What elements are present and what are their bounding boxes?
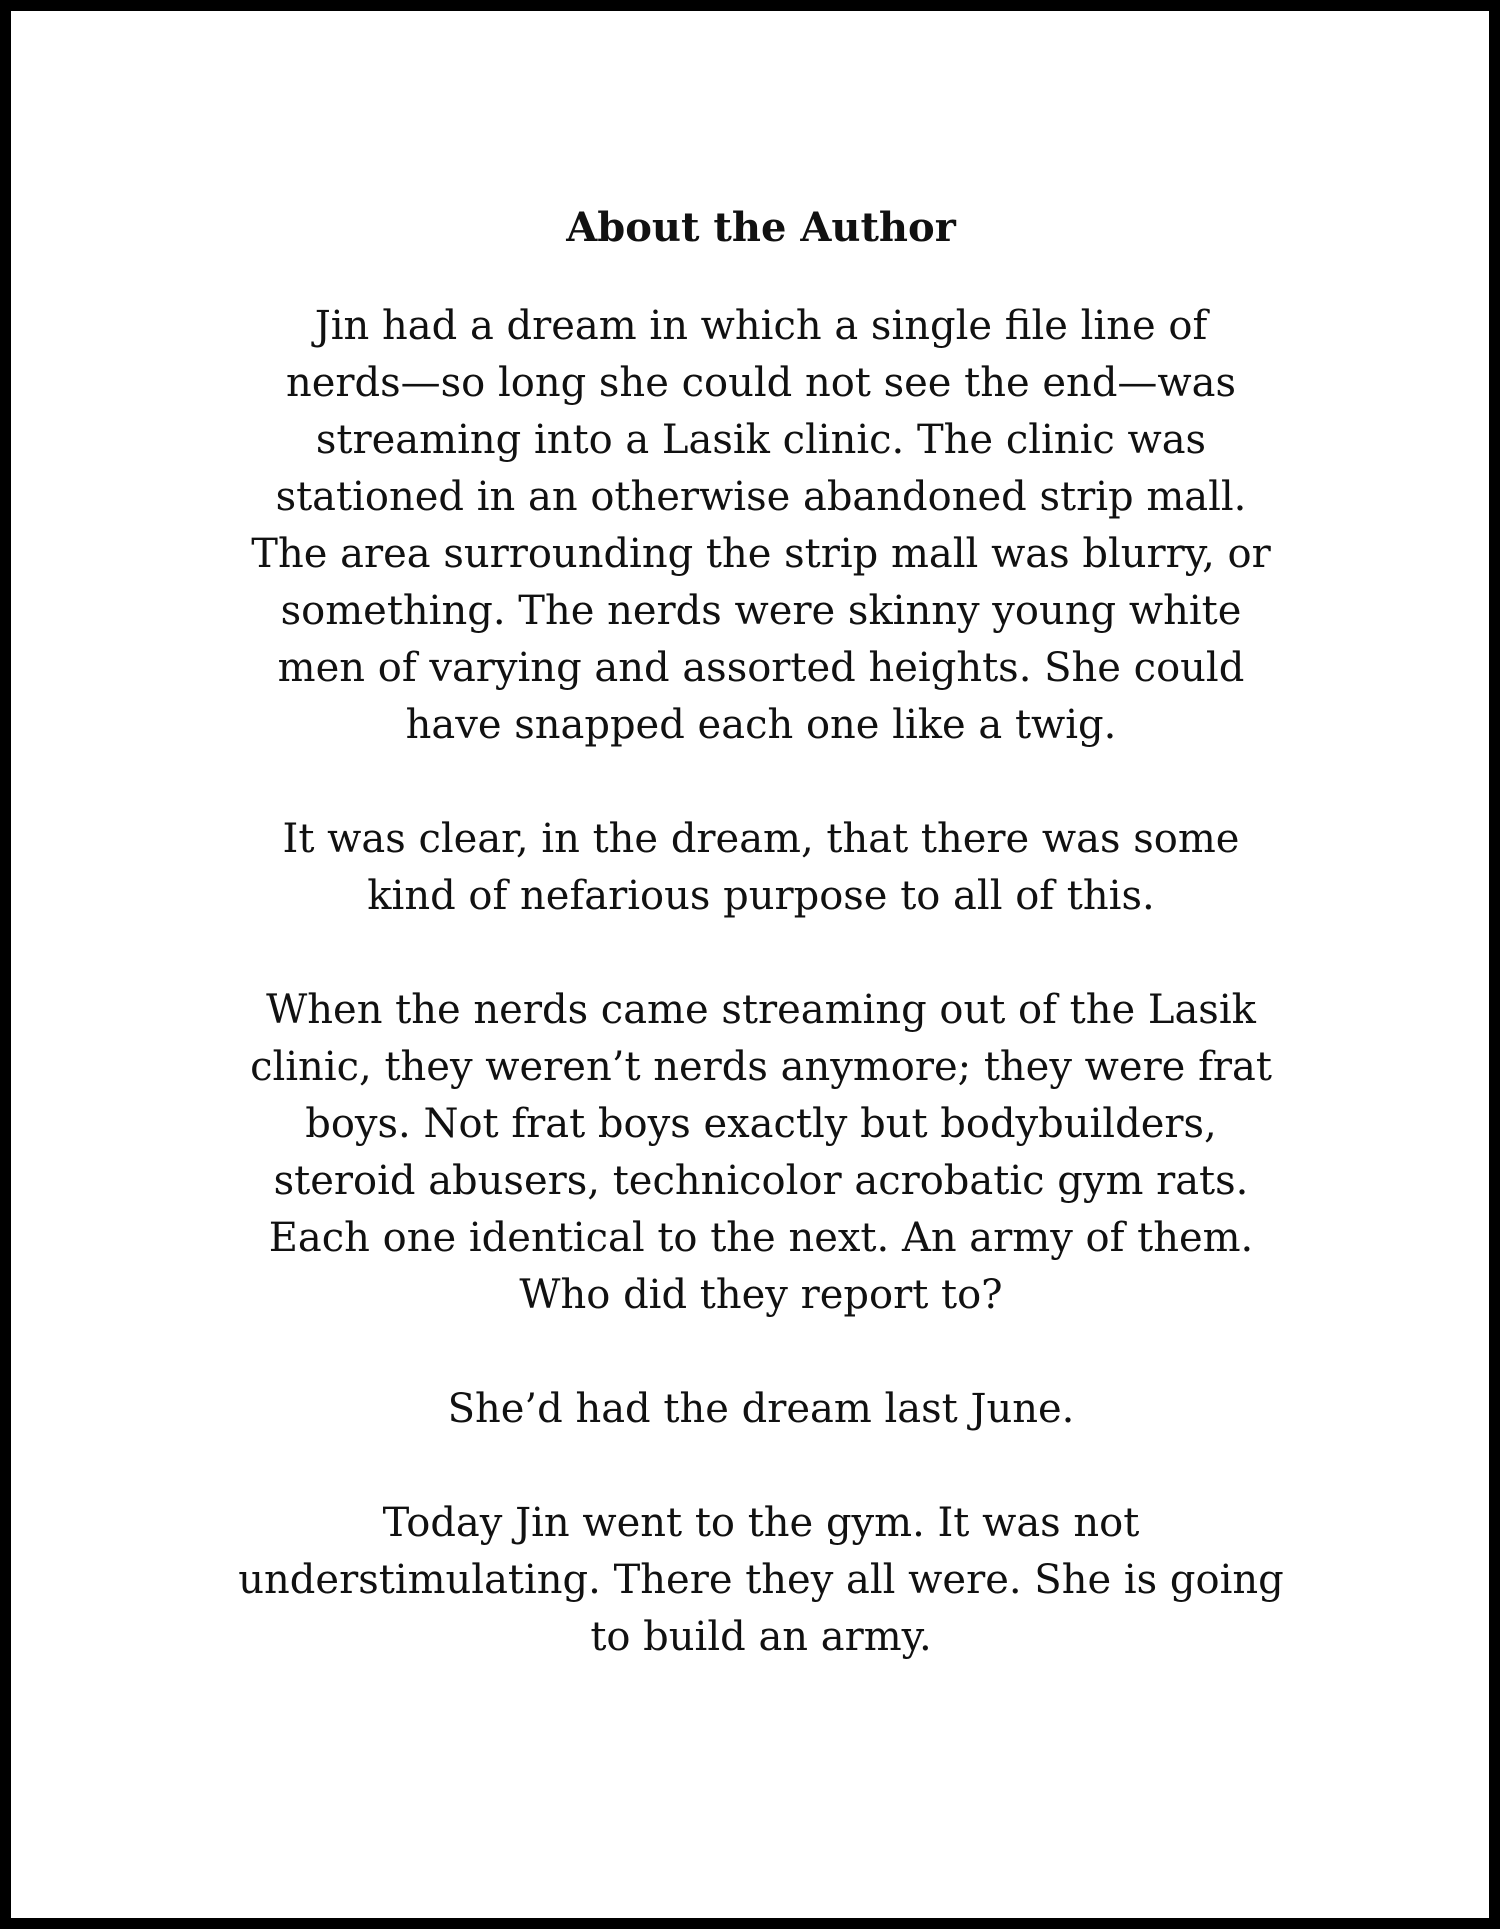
paragraph-line: stationed in an otherwise abandoned strip mall.	[275, 474, 1247, 520]
paragraph-line: Each one identical to the next. An army of them.	[268, 1215, 1254, 1261]
paragraph-line: understimulating. There they all were. She is going	[238, 1557, 1284, 1603]
paragraph-line: boys. Not frat boys exactly but bodybuilders,	[305, 1101, 1217, 1147]
paragraph-purpose	[161, 811, 1361, 925]
page-content	[161, 196, 1361, 1666]
paragraph-line: It was clear, in the dream, that there was some	[282, 816, 1240, 862]
paragraph-transformation	[161, 982, 1361, 1324]
paragraph-line: kind of nefarious purpose to all of this.	[367, 873, 1155, 919]
paragraph-line: Jin had a dream in which a single file line of	[314, 303, 1208, 349]
paragraph-line: clinic, they weren’t nerds anymore; they were frat	[250, 1044, 1272, 1090]
paragraph-line: Today Jin went to the gym. It was not	[382, 1500, 1140, 1546]
paragraph-dream	[161, 298, 1361, 754]
paragraph-line: men of varying and assorted heights. She could	[277, 645, 1245, 691]
paragraph-line: She’d had the dream last June.	[447, 1386, 1075, 1432]
paragraph-gym	[161, 1495, 1361, 1666]
paragraph-line: steroid abusers, technicolor acrobatic gym rats.	[273, 1158, 1249, 1204]
page-title: About the Author	[566, 204, 956, 251]
paragraph-line: nerds—so long she could not see the end—was	[285, 360, 1237, 406]
paragraph-line: Who did they report to?	[519, 1272, 1003, 1318]
paragraph-line: to build an army.	[590, 1614, 932, 1660]
paragraph-line: have snapped each one like a twig.	[405, 702, 1117, 748]
paragraph-line: When the nerds came streaming out of the Lasik	[266, 987, 1256, 1033]
paragraph-line: The area surrounding the strip mall was blurry, or	[251, 531, 1271, 577]
paragraph-dream-date	[161, 1381, 1361, 1438]
paragraph-line: something. The nerds were skinny young white	[280, 588, 1242, 634]
paragraph-line: streaming into a Lasik clinic. The clinic was	[315, 417, 1207, 463]
